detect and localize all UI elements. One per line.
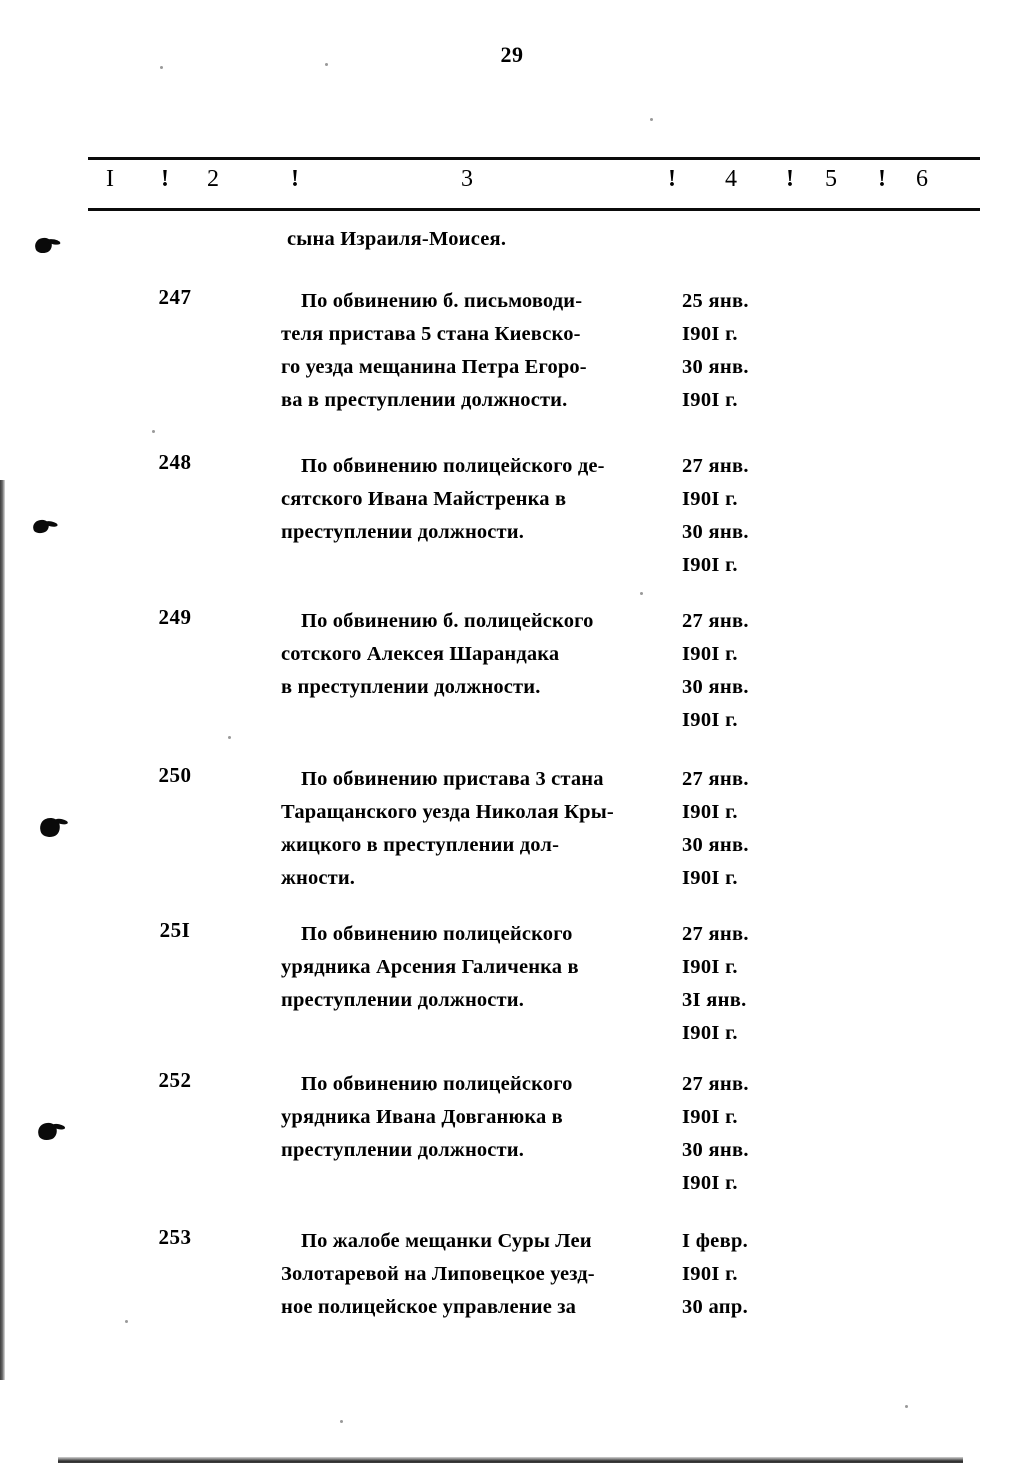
column-header-2: 2 <box>207 166 220 192</box>
entry-description-line: По обвинению полицейского <box>301 1073 573 1095</box>
column-header-4: 4 <box>725 166 738 192</box>
entry-date-line: 30 янв. <box>682 1139 749 1161</box>
entry-date-line: 30 апр. <box>682 1296 749 1318</box>
entry-date-line: 30 янв. <box>682 676 749 698</box>
entry-description-line: преступлении должности. <box>281 1139 525 1161</box>
column-separator: ! <box>786 166 794 192</box>
entry-number: 249 <box>158 605 192 629</box>
entry-description <box>281 1225 671 1324</box>
scan-speck <box>905 1405 908 1408</box>
entry-date-line: I февр. <box>682 1230 749 1252</box>
entry-number: 25I <box>159 918 191 942</box>
entry-description-line: сятского Ивана Майстренка в <box>281 488 567 510</box>
ink-blot-mark <box>32 518 51 534</box>
entry-description-line: преступлении должности. <box>281 521 525 543</box>
entry-date-line: I90I г. <box>682 1172 738 1194</box>
entry-date-line: 27 янв. <box>682 455 749 477</box>
entry-date-line: 30 янв. <box>682 356 749 378</box>
entry-description <box>281 285 671 417</box>
entry-description <box>281 763 671 895</box>
entry-description-line: По обвинению б. полицейского <box>301 610 594 632</box>
entry-date-line: 27 янв. <box>682 923 749 945</box>
entry-dates <box>682 1225 872 1324</box>
page-number: 29 <box>500 42 524 67</box>
entry-description-line: ва в преступлении должности. <box>281 389 568 411</box>
column-header-1: I <box>106 166 115 192</box>
ink-blot-mark <box>33 236 53 255</box>
column-header-6: 6 <box>916 166 929 192</box>
entry-date-line: 3I янв. <box>682 989 747 1011</box>
entry-dates <box>682 918 872 1050</box>
entry-description-line: По обвинению полицейского <box>301 923 573 945</box>
entry-date-line: 27 янв. <box>682 610 749 632</box>
scan-speck <box>340 1420 343 1423</box>
entry-date-line: 25 янв. <box>682 290 749 312</box>
entry-date-line: I90I г. <box>682 956 738 978</box>
ink-blot-mark <box>36 1121 59 1142</box>
entry-description-line: жицкого в преступлении дол- <box>281 834 560 856</box>
column-separator: ! <box>668 166 676 192</box>
ink-blot-mark <box>38 816 62 839</box>
entry-description-line: По обвинению полицейского де- <box>301 455 605 477</box>
scan-speck <box>125 1320 128 1323</box>
entry-description-line: урядника Арсения Галиченка в <box>281 956 579 978</box>
scan-speck <box>640 592 643 595</box>
scan-bottom-edge <box>58 1457 963 1463</box>
entry-dates <box>682 285 872 417</box>
scan-binding-shadow <box>0 480 5 1380</box>
entry-description-line: ное полицейское управление за <box>281 1296 577 1318</box>
entry-description-line: По жалобе мещанки Суры Леи <box>301 1230 592 1252</box>
entry-date-line: I90I г. <box>682 1022 738 1044</box>
entry-description <box>281 605 671 704</box>
entry-date-line: I90I г. <box>682 1106 738 1128</box>
scan-speck <box>228 736 231 739</box>
entry-description-line: По обвинению б. письмоводи- <box>301 290 583 312</box>
entry-dates <box>682 450 872 582</box>
entry-description-line: Таращанского уезда Николая Кры- <box>281 801 614 823</box>
entry-description-line: урядника Ивана Довганюка в <box>281 1106 563 1128</box>
entry-number: 248 <box>158 450 192 474</box>
entry-dates <box>682 605 872 737</box>
entry-date-line: I90I г. <box>682 643 738 665</box>
entry-description-line: преступлении должности. <box>281 989 525 1011</box>
entry-description <box>281 1068 671 1167</box>
entry-number: 252 <box>158 1068 192 1092</box>
entry-dates <box>682 1068 872 1200</box>
entry-date-line: I90I г. <box>682 1263 738 1285</box>
column-separator: ! <box>878 166 886 192</box>
entry-description-line: го уезда мещанина Петра Егоро- <box>281 356 587 378</box>
entry-description-line: По обвинению пристава 3 стана <box>301 768 604 790</box>
entry-date-line: I90I г. <box>682 709 738 731</box>
entry-description <box>281 450 671 549</box>
entry-date-line: I90I г. <box>682 801 738 823</box>
entry-date-line: 30 янв. <box>682 834 749 856</box>
entry-number: 247 <box>158 285 192 309</box>
entry-description-line: теля пристава 5 стана Киевско- <box>281 323 581 345</box>
entry-number: 250 <box>158 763 192 787</box>
entry-description-line: жности. <box>281 867 356 889</box>
entry-date-line: 27 янв. <box>682 768 749 790</box>
column-number-header <box>88 157 980 211</box>
carryover-text: сына Израиля-Моисея. <box>287 228 507 250</box>
entry-number: 253 <box>158 1225 192 1249</box>
column-separator: ! <box>291 166 299 192</box>
entry-date-line: 30 янв. <box>682 521 749 543</box>
entry-date-line: I90I г. <box>682 554 738 576</box>
scan-speck <box>152 430 155 433</box>
column-separator: ! <box>161 166 169 192</box>
entry-date-line: I90I г. <box>682 488 738 510</box>
entry-description-line: Золотаревой на Липовецкое уезд- <box>281 1263 595 1285</box>
entry-description-line: в преступлении должности. <box>281 676 541 698</box>
column-header-5: 5 <box>825 166 838 192</box>
entry-description <box>281 918 671 1017</box>
entry-date-line: I90I г. <box>682 867 738 889</box>
entry-dates <box>682 763 872 895</box>
entry-date-line: I90I г. <box>682 323 738 345</box>
entry-date-line: 27 янв. <box>682 1073 749 1095</box>
scan-speck <box>650 118 653 121</box>
entry-description-line: сотского Алексея Шарандака <box>281 643 560 665</box>
column-header-3: 3 <box>461 166 474 192</box>
entry-date-line: I90I г. <box>682 389 738 411</box>
